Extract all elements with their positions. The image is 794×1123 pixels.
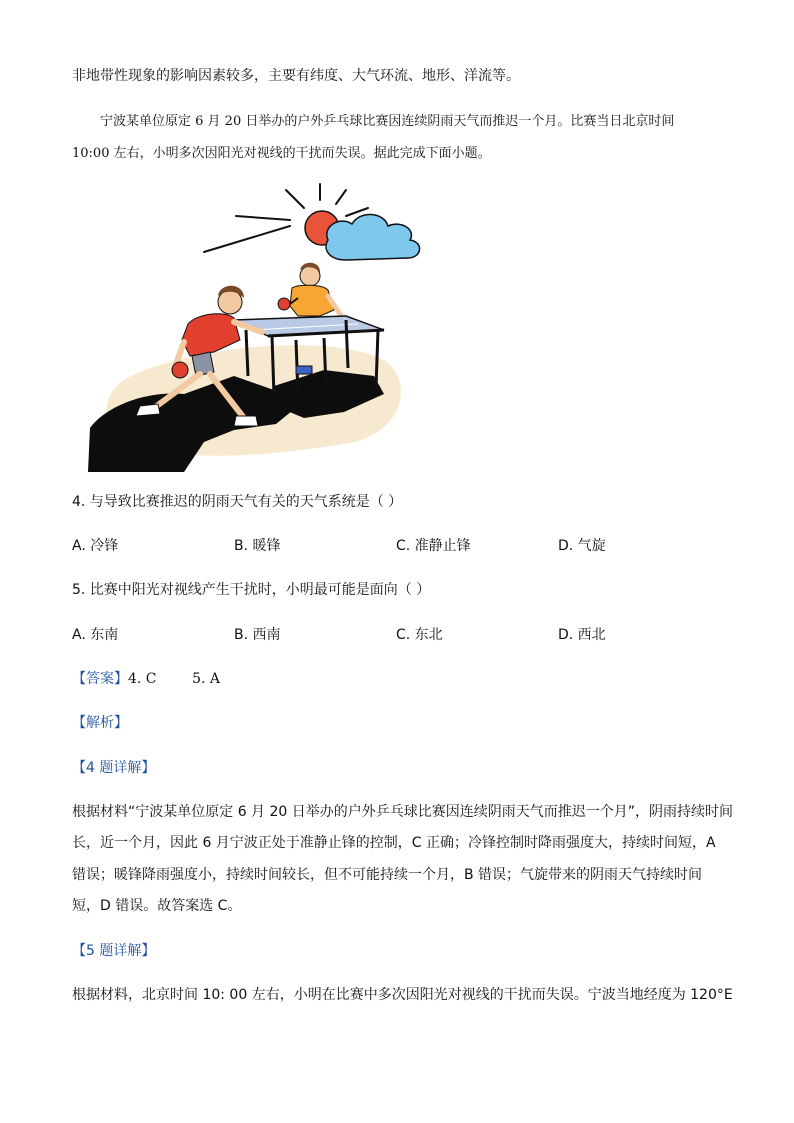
question-4-option-b: B. 暖锋 (234, 538, 281, 554)
material-line-2: 10:00 左右，小明多次因阳光对视线的干扰而失误。据此完成下面小题。 (72, 146, 491, 161)
detail-4-line-1: 根据材料“宁波某单位原定 6 月 20 日举办的户外乒乓球比赛因连续阴雨天气而推迟一个月”，阴雨持续时间 (72, 804, 734, 820)
material-line-1: 宁波某单位原定 6 月 20 日举办的户外乒乓球比赛因连续阴雨天气而推迟一个月。比赛当日北京时间 (100, 114, 675, 129)
detail-4-line-4: 短，D 错误。故答案选 C。 (72, 898, 242, 914)
detail-4-label: 【4 题详解】 (72, 760, 156, 776)
detail-4-line-2: 长，近一个月，因此 6 月宁波正处于准静止锋的控制，C 正确；冷锋控制时降雨强度大，持续时间短，A (72, 835, 716, 851)
detail-5-label: 【5 题详解】 (72, 943, 156, 959)
question-4-option-c: C. 准静止锋 (396, 538, 471, 554)
question-4-option-a: A. 冷锋 (72, 538, 119, 554)
analysis-label: 【解析】 (72, 715, 128, 731)
question-5-stem: 5. 比赛中阳光对视线产生干扰时，小明最可能是面向（ ） (72, 582, 431, 598)
answer-label: 【答案】 (72, 671, 128, 687)
question-4-option-d: D. 气旋 (558, 538, 606, 554)
question-5-option-b: B. 西南 (234, 627, 281, 643)
question-4-stem: 4. 与导致比赛推迟的阴雨天气有关的天气系统是（ ） (72, 494, 403, 510)
intro-line: 非地带性现象的影响因素较多，主要有纬度、大气环流、地形、洋流等。 (72, 68, 520, 84)
detail-4-line-3: 错误；暖锋降雨强度小，持续时间较长，但不可能持续一个月，B 错误；气旋带来的阴雨天气持续时间 (72, 867, 703, 883)
table-tennis-players-under-sun-icon (84, 180, 450, 476)
question-5-option-a: A. 东南 (72, 627, 119, 643)
detail-5-line-1: 根据材料，北京时间 10: 00 左右，小明在比赛中多次因阳光对视线的干扰而失误。宁波当地经度为 120°E (72, 987, 733, 1003)
question-5-option-c: C. 东北 (396, 627, 443, 643)
question-5-option-d: D. 西北 (558, 627, 606, 643)
answer-line (72, 669, 220, 689)
answer-text: 4. C 5. A (128, 671, 221, 687)
